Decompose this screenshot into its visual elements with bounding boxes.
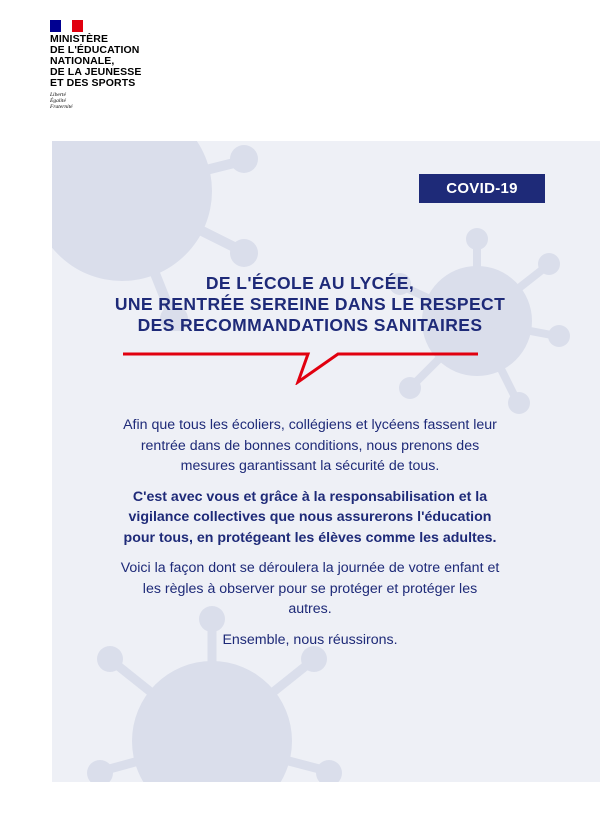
motto-line: Égalité [50, 98, 66, 104]
ministry-line: MINISTÈRE [50, 33, 109, 45]
title-line: UNE RENTRÉE SEREINE DANS LE RESPECT [114, 294, 506, 314]
republic-motto [50, 92, 190, 110]
ministry-logo [50, 20, 190, 110]
speech-bubble-underline [123, 349, 478, 385]
french-flag-icon [50, 20, 83, 32]
ministry-name [50, 34, 190, 89]
motto-line: Liberté [50, 92, 66, 98]
ministry-line: DE LA JEUNESSE [50, 66, 142, 78]
intro-text [120, 415, 500, 660]
motto-line: Fraternité [50, 104, 73, 110]
covid-badge: COVID-19 [419, 174, 545, 203]
ministry-line: NATIONALE, [50, 55, 115, 67]
title-line: DES RECOMMANDATIONS SANITAIRES [137, 315, 483, 335]
paragraph: Voici la façon dont se déroulera la journée de votre enfant et les règles à observer pour se protéger et protéger les autres. [120, 560, 500, 617]
paragraph-emphasis: C'est avec vous et grâce à la responsabilisation et la vigilance collectives que nous assurerons l'éducation pour tous, en protégeant les élèves comme les adultes. [123, 488, 497, 546]
title-line: DE L'ÉCOLE AU LYCÉE, [205, 273, 415, 293]
closing-line: Ensemble, nous réussirons. [222, 631, 398, 648]
ministry-line: DE L'ÉDUCATION [50, 44, 140, 56]
paragraph: Afin que tous les écoliers, collégiens et lycéens fassent leur rentrée dans de bonnes conditions, nous prenons des mesures garantissant la sécurité de tous. [123, 417, 497, 474]
page-title [90, 273, 530, 336]
ministry-line: ET DES SPORTS [50, 77, 136, 89]
